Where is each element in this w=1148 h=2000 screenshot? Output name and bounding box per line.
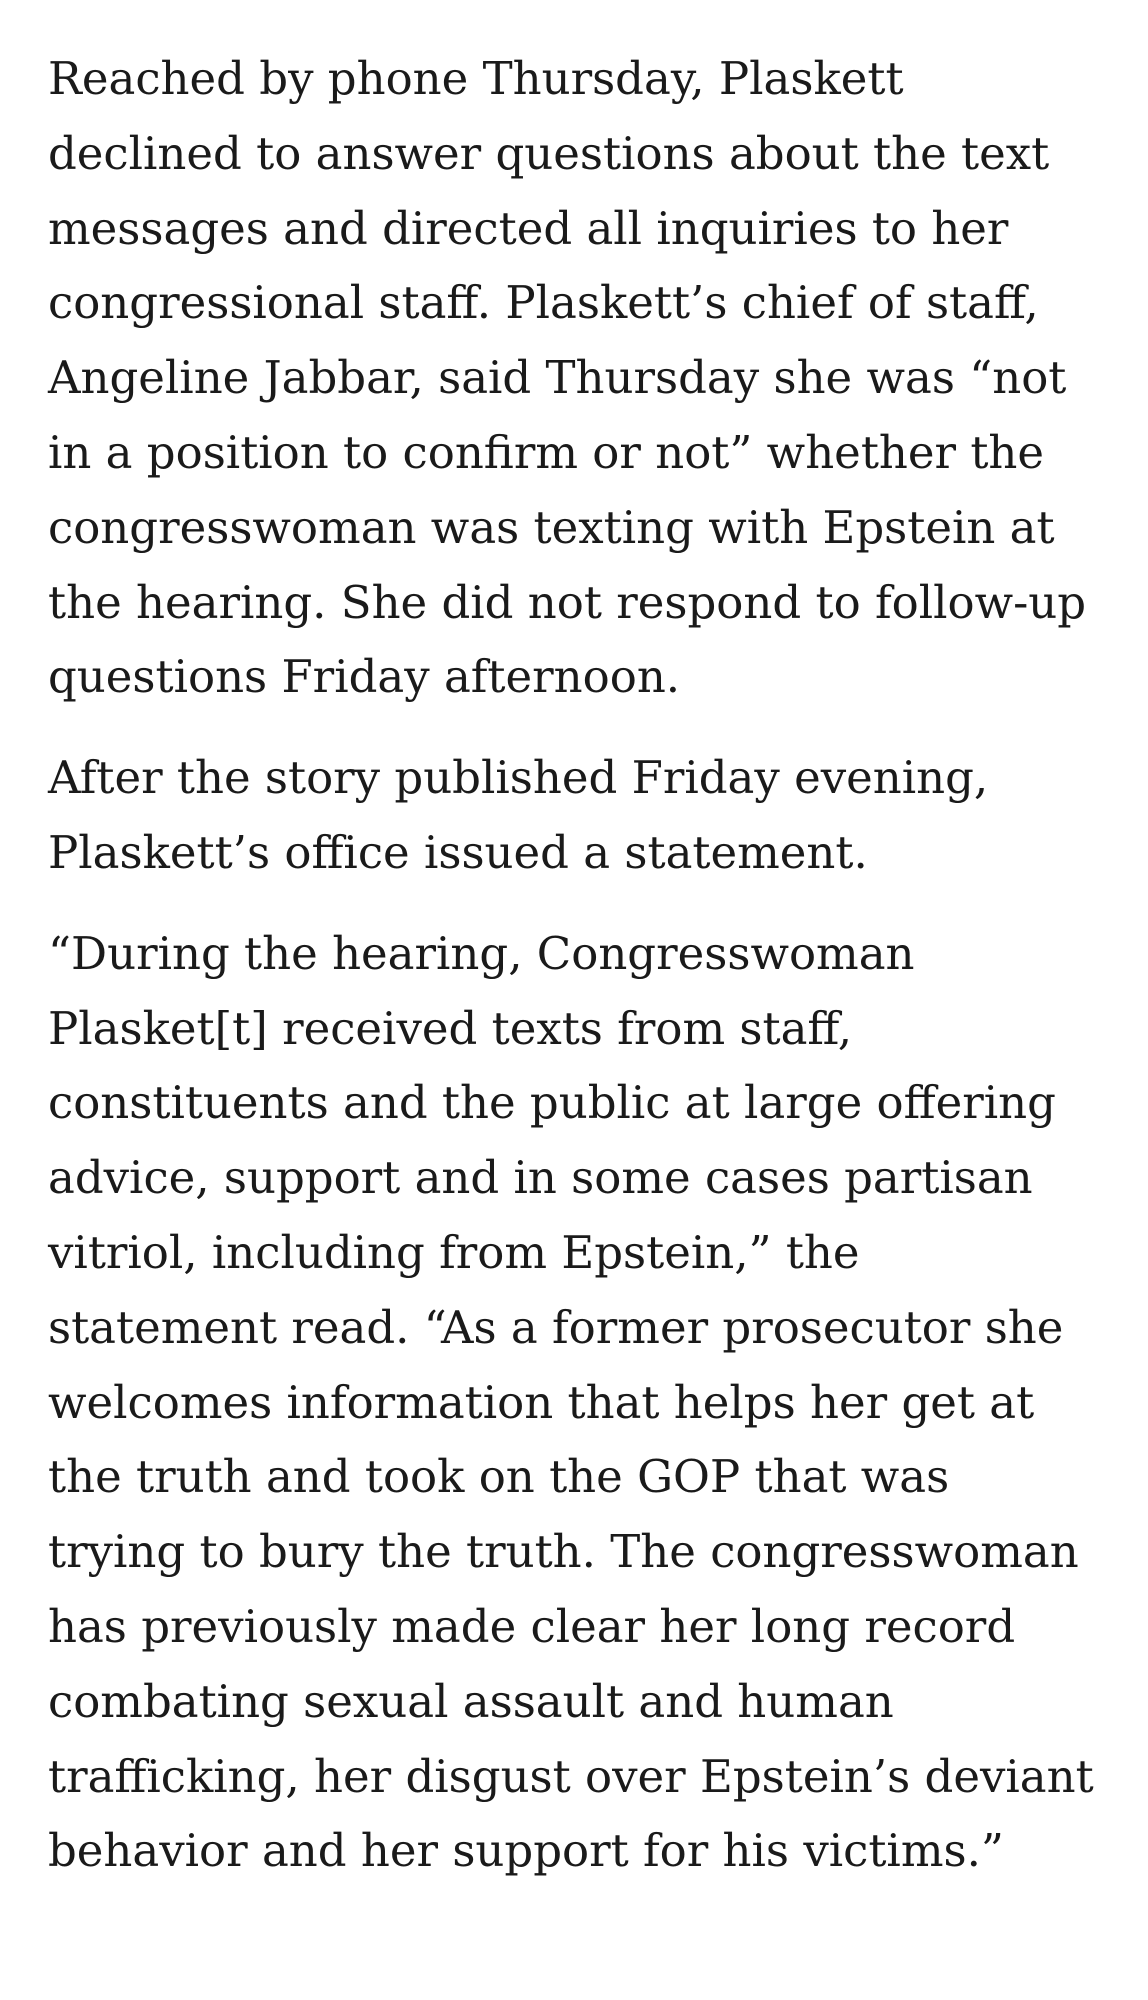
text-line: questions Friday afternoon. [48,650,681,704]
text-line: Angeline Jabbar, said Thursday she was “not [48,351,1067,405]
text-line: trafficking, her disgust over Epstein’s deviant [48,1749,1094,1803]
text-line: Reached by phone Thursday, Plaskett [48,52,904,105]
article-body [48,42,1118,1915]
text-line: constituents and the public at large offering [48,1076,1056,1130]
text-line: congressional staff. Plaskett’s chief of staff, [48,276,1039,330]
text-line: declined to answer questions about the text [48,126,1050,180]
text-line: welcomes information that helps her get at [48,1375,1035,1429]
text-line: advice, support and in some cases partisan [48,1151,1033,1205]
text-line: the hearing. She did not respond to follow-up [48,575,1087,629]
text-line: messages and directed all inquiries to her [48,201,1009,255]
text-line: the truth and took on the GOP that was [48,1450,950,1504]
text-line: has previously made clear her long record [48,1599,1016,1653]
text-line: vitriol, including from Epstein,” the [48,1225,860,1279]
paragraph-statement-quote [48,917,1118,1889]
text-line: trying to bury the truth. The congresswoman [48,1525,1079,1579]
paragraph-office-statement-intro [48,741,1118,891]
text-line: “During the hearing, Congresswoman [48,926,915,980]
text-line: behavior and her support for his victims.” [48,1824,1004,1878]
text-line: combating sexual assault and human [48,1674,894,1728]
text-line: After the story published Friday evening, [48,751,989,805]
text-line: Plasket[t] received texts from staff, [48,1001,853,1055]
text-line: in a position to confirm or not” whether the [48,425,1045,479]
text-line: statement read. “As a former prosecutor she [48,1300,1064,1354]
paragraph-plaskett-declined [48,42,1118,715]
text-line: Plaskett’s office issued a statement. [48,825,868,879]
text-line: congresswoman was texting with Epstein at [48,500,1055,554]
